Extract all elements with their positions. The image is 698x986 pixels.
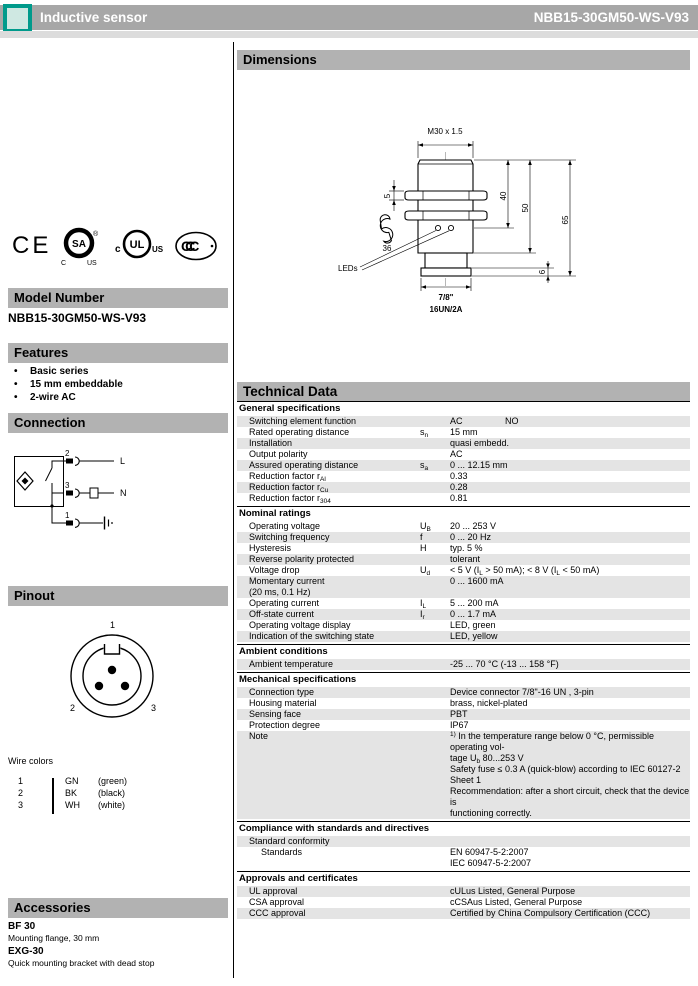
- wire-colors-divider: [52, 778, 54, 814]
- header-model-number: NBB15-30GM50-WS-V93: [533, 10, 689, 25]
- spec-label: Voltage drop: [249, 565, 300, 575]
- spec-row: [237, 847, 690, 869]
- wire-color-row: [8, 788, 208, 800]
- wire-pin: 3: [18, 800, 24, 810]
- spec-row: [237, 427, 690, 438]
- spec-symbol: [420, 847, 450, 869]
- spec-value: [450, 836, 690, 847]
- spec-symbol: [420, 482, 450, 493]
- feature-text: 2-wire AC: [30, 392, 76, 403]
- feature-item: [8, 366, 228, 379]
- spec-row: [237, 471, 690, 482]
- spec-symbol: [420, 493, 450, 504]
- accessory-description: Mounting flange, 30 mm: [8, 933, 100, 943]
- spec-row: [237, 598, 690, 609]
- spec-symbol: [420, 631, 450, 642]
- spec-row: [237, 493, 690, 504]
- spec-value: quasi embedd.: [450, 438, 510, 448]
- spec-label: Housing material: [249, 698, 317, 708]
- spec-label: Operating voltage: [249, 521, 321, 531]
- spec-row: [237, 482, 690, 493]
- spec-row: [237, 438, 690, 449]
- svg-text:3: 3: [151, 703, 157, 713]
- header-bar: [0, 5, 698, 30]
- spec-value: PBT: [450, 709, 468, 719]
- spec-label: Reverse polarity protected: [249, 554, 355, 564]
- wire-code: WH: [65, 800, 80, 810]
- spec-row: [237, 449, 690, 460]
- spec-symbol: $I_L$: [420, 598, 427, 610]
- svg-text:50: 50: [521, 203, 530, 213]
- svg-text:N: N: [120, 488, 127, 498]
- svg-text:C: C: [61, 260, 67, 267]
- accessory-name: BF 30: [8, 921, 36, 932]
- spec-symbol: $U_d$: [420, 565, 431, 577]
- bullet-icon: •: [14, 379, 18, 390]
- spec-label: Protection degree: [249, 720, 321, 730]
- brand-logo-icon: [3, 4, 32, 33]
- svg-text:US: US: [87, 260, 97, 267]
- spec-value: IP67: [450, 720, 469, 730]
- spec-label: Note: [249, 731, 269, 741]
- svg-text:M30 x 1.5: M30 x 1.5: [427, 127, 463, 136]
- spec-symbol: H: [420, 543, 427, 553]
- svg-text:65: 65: [561, 215, 570, 225]
- certification-row: [12, 224, 220, 268]
- svg-text:7/8": 7/8": [438, 293, 454, 302]
- wire-code: BK: [65, 788, 78, 798]
- spec-value: LED, yellow: [450, 631, 498, 641]
- spec-row: [237, 460, 690, 471]
- svg-text:40: 40: [499, 191, 508, 201]
- bullet-icon: •: [14, 392, 18, 403]
- svg-text:6: 6: [538, 269, 547, 275]
- ce-mark-icon: CE: [12, 232, 52, 259]
- spec-row: [237, 659, 690, 670]
- feature-text: 15 mm embeddable: [30, 379, 123, 390]
- spec-label: Indication of the switching state: [249, 631, 375, 641]
- spec-value: LED, green: [450, 620, 496, 630]
- svg-text:c: c: [115, 244, 121, 255]
- wire-code: GN: [65, 776, 79, 786]
- spec-symbol: [420, 886, 450, 897]
- spec-label: Hysteresis: [249, 543, 292, 553]
- spec-symbol: [420, 709, 450, 720]
- spec-label: Momentary current (20 ms, 0.1 Hz): [249, 576, 325, 597]
- spec-value: 0 ... 1600 mA: [450, 576, 504, 586]
- wire-name: (white): [98, 800, 126, 810]
- svg-text:36: 36: [382, 244, 392, 253]
- svg-text:UL: UL: [129, 239, 145, 251]
- spec-symbol: [420, 720, 450, 731]
- spec-label: Reduction factor $r_{304}$: [249, 493, 331, 505]
- spec-symbol: [420, 659, 450, 670]
- svg-text:3: 3: [65, 481, 70, 490]
- svg-text:US: US: [152, 245, 164, 254]
- spec-row: [237, 416, 690, 427]
- spec-label: Switching element function: [249, 416, 357, 426]
- page-title: Inductive sensor: [40, 10, 148, 25]
- spec-label: Reduction factor $r_{Cu}$: [249, 482, 329, 494]
- spec-symbol: [420, 908, 450, 919]
- spec-row: [237, 897, 690, 908]
- spec-section-header: Approvals and certificates: [237, 871, 690, 886]
- technical-data-table: [237, 401, 690, 919]
- spec-section-header: Mechanical specifications: [237, 672, 690, 687]
- spec-value: 0 ... 1.7 mA: [450, 609, 497, 619]
- feature-text: Basic series: [30, 366, 89, 377]
- section-accessories: Accessories: [8, 898, 228, 918]
- spec-value: 15 mm: [450, 427, 478, 437]
- svg-text:1: 1: [65, 511, 70, 520]
- spec-row: [237, 720, 690, 731]
- spec-symbol: [420, 620, 450, 631]
- spec-symbol: $s_a$: [420, 460, 429, 472]
- spec-row: [237, 554, 690, 565]
- spec-label: Sensing face: [249, 709, 302, 719]
- spec-label: CSA approval: [249, 897, 305, 907]
- spec-value: cULus Listed, General Purpose: [450, 886, 576, 896]
- svg-text:16UN/2A: 16UN/2A: [429, 305, 463, 314]
- svg-text:CCC: CCC: [180, 238, 194, 254]
- spec-value: 5 ... 200 mA: [450, 598, 499, 608]
- spec-value: EN 60947-5-2:2007 IEC 60947-5-2:2007: [450, 847, 532, 868]
- pinout-diagram: [58, 612, 188, 724]
- spec-symbol: [420, 554, 450, 565]
- csa-mark-icon: [60, 224, 100, 268]
- ul-mark-icon: [109, 228, 165, 264]
- spec-row: [237, 836, 690, 847]
- spec-value: 0.33: [450, 471, 468, 481]
- spec-row: [237, 609, 690, 620]
- spec-label: Connection type: [249, 687, 315, 697]
- spec-symbol: [420, 687, 450, 698]
- spec-row: [237, 532, 690, 543]
- spec-label: Standards: [261, 847, 303, 857]
- accessories-list: [8, 921, 228, 971]
- wire-name: (black): [98, 788, 126, 798]
- spec-value: cCSAus Listed, General Purpose: [450, 897, 583, 907]
- spec-row: [237, 620, 690, 631]
- wire-pin: 1: [18, 776, 24, 786]
- svg-text:1: 1: [110, 620, 116, 630]
- section-technical-data: Technical Data: [237, 382, 690, 402]
- wire-color-row: [8, 776, 208, 788]
- spec-row: [237, 886, 690, 897]
- spec-value: $^{1)}$ In the temperature range below 0 °C, permissible operating vol- tage $U_b$ 80...253 V Safety fuse ≤ 0.3 A (quick-blow) according to IEC 60127-2 Sheet 1 Recommendation: after a short circuit, check that the device is functioning correctly.: [450, 731, 690, 818]
- spec-row: [237, 908, 690, 919]
- spec-symbol: $s_n$: [420, 427, 429, 439]
- spec-label: Standard conformity: [249, 836, 330, 846]
- section-features: Features: [8, 343, 228, 363]
- spec-label: Operating voltage display: [249, 620, 351, 630]
- accessory-name: EXG-30: [8, 946, 44, 957]
- spec-value: AC NO: [450, 416, 519, 426]
- section-connection: Connection: [8, 413, 228, 433]
- svg-text:LEDs: LEDs: [338, 264, 358, 273]
- spec-row: [237, 709, 690, 720]
- spec-value: 0.28: [450, 482, 468, 492]
- spec-symbol: [420, 698, 450, 709]
- spec-label: Operating current: [249, 598, 320, 608]
- spec-symbol: [420, 836, 450, 847]
- spec-value: < 5 V ($I_L > 50$ mA); < 8 V ($I_L < 50$ mA): [450, 565, 600, 577]
- spec-value: 20 ... 253 V: [450, 521, 497, 531]
- spec-symbol: f: [420, 532, 423, 542]
- section-pinout: Pinout: [8, 586, 228, 606]
- spec-value: 0.81: [450, 493, 468, 503]
- svg-text:2: 2: [65, 449, 70, 458]
- spec-label: CCC approval: [249, 908, 306, 918]
- svg-text:5: 5: [383, 193, 392, 199]
- wire-pin: 2: [18, 788, 24, 798]
- spec-label: Rated operating distance: [249, 427, 350, 437]
- spec-value: 0 ... 12.15 mm: [450, 460, 508, 470]
- spec-symbol: [420, 471, 450, 482]
- dimensions-drawing: [330, 118, 600, 318]
- column-divider: [233, 42, 234, 978]
- spec-section-header: General specifications: [237, 401, 690, 416]
- spec-section-header: Ambient conditions: [237, 644, 690, 659]
- spec-symbol: [420, 897, 450, 908]
- bullet-icon: •: [14, 366, 18, 377]
- section-model-number: Model Number: [8, 288, 228, 308]
- spec-row: [237, 565, 690, 576]
- spec-symbol: $U_B$: [420, 521, 431, 533]
- accessory-description: Quick mounting bracket with dead stop: [8, 958, 155, 968]
- model-number-value: NBB15-30GM50-WS-V93: [8, 311, 147, 325]
- spec-value: Certified by China Compulsory Certification (CCC): [450, 908, 651, 918]
- wire-color-row: [8, 800, 208, 812]
- features-list: [8, 366, 228, 405]
- svg-text:®: ®: [93, 231, 99, 238]
- ccc-mark-icon: [174, 230, 220, 262]
- spec-value: tolerant: [450, 554, 481, 564]
- spec-symbol: [420, 438, 450, 449]
- spec-symbol: [420, 731, 450, 819]
- spec-row: [237, 631, 690, 642]
- svg-text:L: L: [120, 456, 126, 466]
- connection-diagram: [14, 448, 154, 548]
- spec-row: [237, 521, 690, 532]
- spec-row: [237, 576, 690, 598]
- spec-symbol: $I_r$: [420, 609, 425, 621]
- spec-section-header: Nominal ratings: [237, 506, 690, 521]
- wire-colors-block: [8, 756, 208, 812]
- spec-value: typ. 5 %: [450, 543, 483, 553]
- spec-value: Device connector 7/8"-16 UN , 3-pin: [450, 687, 594, 697]
- wire-colors-title: Wire colors: [8, 756, 54, 766]
- spec-row: [237, 698, 690, 709]
- svg-text:2: 2: [70, 703, 76, 713]
- wire-name: (green): [98, 776, 128, 786]
- spec-label: Assured operating distance: [249, 460, 359, 470]
- section-dimensions: Dimensions: [237, 50, 690, 70]
- spec-value: brass, nickel-plated: [450, 698, 528, 708]
- spec-label: Switching frequency: [249, 532, 330, 542]
- spec-row: [237, 687, 690, 698]
- spec-symbol: [420, 449, 450, 460]
- feature-item: [8, 379, 228, 392]
- spec-row: [237, 543, 690, 554]
- spec-label: UL approval: [249, 886, 298, 896]
- svg-text:SA: SA: [72, 239, 87, 250]
- spec-symbol: [420, 576, 450, 598]
- spec-value: -25 ... 70 °C (-13 ... 158 °F): [450, 659, 559, 669]
- spec-label: Off-state current: [249, 609, 314, 619]
- spec-value: AC: [450, 449, 463, 459]
- spec-label: Ambient temperature: [249, 659, 334, 669]
- spec-symbol: [420, 416, 450, 427]
- wire-colors-table: [8, 776, 208, 812]
- header-substrip: [0, 31, 698, 38]
- spec-label: Reduction factor $r_{Al}$: [249, 471, 326, 483]
- feature-item: [8, 392, 228, 405]
- spec-value: 0 ... 20 Hz: [450, 532, 492, 542]
- spec-label: Output polarity: [249, 449, 308, 459]
- spec-row: [237, 731, 690, 819]
- spec-label: Installation: [249, 438, 293, 448]
- spec-section-header: Compliance with standards and directives: [237, 821, 690, 836]
